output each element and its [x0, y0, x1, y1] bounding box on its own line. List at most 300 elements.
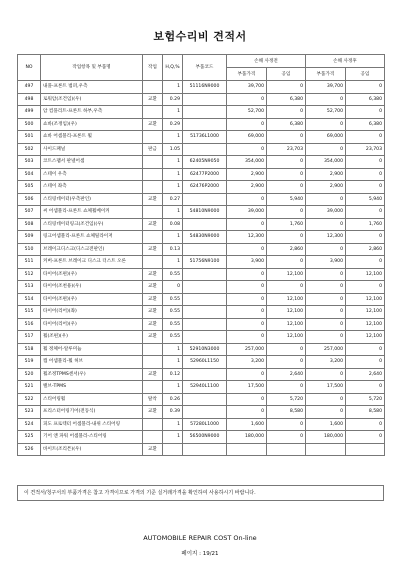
- row-item: 피도 프로텍터 어셈블리-내위 스티어링: [41, 418, 143, 431]
- row-work: [143, 156, 163, 169]
- row-no: 523: [18, 406, 41, 419]
- row-item: 사이드패널: [41, 143, 143, 156]
- row-item: 코트스팸서 판넬어셈: [41, 156, 143, 169]
- row-after-part-price: [306, 443, 346, 456]
- row-hq: 1: [163, 256, 183, 269]
- row-item: 휠조정TPMS센서(우): [41, 368, 143, 381]
- row-before-labor: 0: [267, 106, 306, 119]
- row-code: [183, 93, 227, 106]
- row-after-labor: 5,720: [346, 393, 385, 406]
- footer-brand: AUTOMOBILE REPAIR COST On-line: [143, 534, 257, 542]
- row-work: [143, 181, 163, 194]
- row-before-part-price: 17,500: [227, 381, 267, 394]
- row-no: 506: [18, 193, 41, 206]
- header-work: 작업: [143, 55, 163, 81]
- row-before-part-price: 3,900: [227, 256, 267, 269]
- table-row: [18, 393, 385, 406]
- row-before-part-price: 39,000: [227, 206, 267, 219]
- row-before-labor: 12,100: [267, 268, 306, 281]
- table-row: [18, 143, 385, 156]
- table-row: [18, 318, 385, 331]
- row-no: 510: [18, 243, 41, 256]
- row-after-part-price: 2,900: [306, 168, 346, 181]
- row-after-part-price: 0: [306, 406, 346, 419]
- row-no: 498: [18, 93, 41, 106]
- row-item: 내플-프론트 범퍼,우측: [41, 81, 143, 94]
- header-no: NO: [18, 55, 41, 81]
- table-row: [18, 243, 385, 256]
- row-before-part-price: [227, 443, 267, 456]
- row-before-labor: 2,640: [267, 368, 306, 381]
- row-after-part-price: 0: [306, 293, 346, 306]
- row-item: 스티링데이터(우측판인): [41, 193, 143, 206]
- table-row: [18, 118, 385, 131]
- row-code: 52940L1100: [183, 381, 227, 394]
- row-code: 52960L1150: [183, 356, 227, 369]
- row-hq: 0.55: [163, 318, 183, 331]
- row-item: 캡 어셈블리-휠 허브: [41, 356, 143, 369]
- row-before-part-price: 0: [227, 306, 267, 319]
- row-after-labor: 12,100: [346, 268, 385, 281]
- row-hq: 1: [163, 418, 183, 431]
- row-before-part-price: 0: [227, 218, 267, 231]
- row-work: 교환: [143, 243, 163, 256]
- row-code: [183, 268, 227, 281]
- row-after-labor: 0: [346, 381, 385, 394]
- row-no: 517: [18, 331, 41, 344]
- row-hq: 0.13: [163, 243, 183, 256]
- row-after-labor: 0: [346, 281, 385, 294]
- row-hq: 1: [163, 181, 183, 194]
- row-work: 판금: [143, 143, 163, 156]
- table-row: [18, 218, 385, 231]
- estimate-rows: [18, 81, 385, 456]
- row-after-labor: 0: [346, 206, 385, 219]
- table-row: [18, 193, 385, 206]
- row-after-labor: 0: [346, 156, 385, 169]
- row-before-labor: 0: [267, 156, 306, 169]
- row-no: 511: [18, 256, 41, 269]
- row-code: [183, 331, 227, 344]
- row-hq: 1: [163, 343, 183, 356]
- row-work: 교환: [143, 368, 163, 381]
- row-no: 522: [18, 393, 41, 406]
- row-before-part-price: 3,200: [227, 356, 267, 369]
- row-item: 타이어(조편)(우): [41, 293, 143, 306]
- table-row: [18, 293, 385, 306]
- row-before-part-price: 257,000: [227, 343, 267, 356]
- row-after-part-price: 354,000: [306, 156, 346, 169]
- row-item: 휠 정체어-알루미늄: [41, 343, 143, 356]
- row-no: 520: [18, 368, 41, 381]
- row-item: 커버-프론트 브레이크 디스크 더스트 오른: [41, 256, 143, 269]
- row-before-labor: 23,703: [267, 143, 306, 156]
- row-before-part-price: 0: [227, 93, 267, 106]
- row-no: 516: [18, 318, 41, 331]
- row-item: 쇼바(조정임)(우): [41, 118, 143, 131]
- row-before-labor: 6,380: [267, 93, 306, 106]
- row-hq: 1: [163, 156, 183, 169]
- row-before-labor: 0: [267, 168, 306, 181]
- row-work: [143, 106, 163, 119]
- row-code: 52910N3000: [183, 343, 227, 356]
- row-work: [143, 381, 163, 394]
- row-before-labor: 1,760: [267, 218, 306, 231]
- header-after: 손해 사정후: [306, 55, 385, 68]
- row-before-part-price: 0: [227, 393, 267, 406]
- row-no: 514: [18, 293, 41, 306]
- row-after-labor: 0: [346, 431, 385, 444]
- row-before-labor: 5,720: [267, 393, 306, 406]
- row-before-part-price: 52,700: [227, 106, 267, 119]
- row-code: [183, 368, 227, 381]
- table-row: [18, 156, 385, 169]
- row-before-part-price: 0: [227, 368, 267, 381]
- row-after-labor: 8,580: [346, 406, 385, 419]
- page-number: 페이지 : 19/21: [181, 551, 219, 557]
- row-work: [143, 256, 163, 269]
- row-after-labor: 0: [346, 106, 385, 119]
- row-item: 프리스터어링기어(전동식): [41, 406, 143, 419]
- row-code: 62405N9050: [183, 156, 227, 169]
- row-hq: 0.55: [163, 306, 183, 319]
- row-hq: 1: [163, 131, 183, 144]
- table-row: [18, 168, 385, 181]
- header-code: 부품코드: [183, 55, 227, 81]
- row-code: 54830N9000: [183, 231, 227, 244]
- row-before-labor: 0: [267, 418, 306, 431]
- row-item: 타이어(리어)(우): [41, 318, 143, 331]
- row-no: 519: [18, 356, 41, 369]
- row-after-labor: 0: [346, 81, 385, 94]
- row-code: [183, 281, 227, 294]
- table-row: [18, 356, 385, 369]
- row-no: 508: [18, 218, 41, 231]
- table-row: [18, 418, 385, 431]
- table-row: [18, 368, 385, 381]
- row-before-labor: 0: [267, 81, 306, 94]
- row-work: 교환: [143, 118, 163, 131]
- row-after-part-price: 0: [306, 143, 346, 156]
- row-hq: 0.29: [163, 93, 183, 106]
- header-after-labor: 공임: [346, 68, 385, 81]
- row-before-part-price: 0: [227, 118, 267, 131]
- row-after-part-price: 0: [306, 281, 346, 294]
- row-code: [183, 393, 227, 406]
- row-hq: 0.27: [163, 193, 183, 206]
- table-row: [18, 406, 385, 419]
- row-hq: 0.29: [163, 118, 183, 131]
- row-code: [183, 243, 227, 256]
- header-row-top: [18, 55, 385, 68]
- table-row: [18, 268, 385, 281]
- row-no: 524: [18, 418, 41, 431]
- row-before-labor: 0: [267, 181, 306, 194]
- row-before-labor: [267, 443, 306, 456]
- table-row: [18, 256, 385, 269]
- row-item: 스테이 좌측: [41, 181, 143, 194]
- row-item: 밸브-TPMS: [41, 381, 143, 394]
- row-before-part-price: 39,700: [227, 81, 267, 94]
- row-work: [143, 206, 163, 219]
- row-no: 525: [18, 431, 41, 444]
- row-before-labor: 0: [267, 231, 306, 244]
- row-before-part-price: 0: [227, 243, 267, 256]
- header-item: 작업항목 및 부품명: [41, 55, 143, 81]
- row-item: 스티어링휠: [41, 393, 143, 406]
- row-before-part-price: 12,300: [227, 231, 267, 244]
- row-hq: 1.05: [163, 143, 183, 156]
- row-no: 515: [18, 306, 41, 319]
- row-after-part-price: 0: [306, 306, 346, 319]
- row-after-part-price: 2,900: [306, 181, 346, 194]
- row-code: 51736L1000: [183, 131, 227, 144]
- row-no: 500: [18, 118, 41, 131]
- row-before-part-price: 2,900: [227, 168, 267, 181]
- row-no: 512: [18, 268, 41, 281]
- row-before-labor: 12,100: [267, 331, 306, 344]
- row-after-part-price: 3,900: [306, 256, 346, 269]
- row-after-part-price: 180,000: [306, 431, 346, 444]
- row-before-labor: 5,940: [267, 193, 306, 206]
- row-after-labor: 23,703: [346, 143, 385, 156]
- row-before-labor: 0: [267, 206, 306, 219]
- row-hq: 0.55: [163, 268, 183, 281]
- page-title: 보험수리비 견적서: [153, 30, 247, 43]
- row-hq: 1: [163, 431, 183, 444]
- row-code: [183, 293, 227, 306]
- row-code: [183, 306, 227, 319]
- row-after-part-price: 12,300: [306, 231, 346, 244]
- row-after-part-price: 1,600: [306, 418, 346, 431]
- row-after-labor: 2,640: [346, 368, 385, 381]
- row-work: [143, 231, 163, 244]
- row-after-labor: 6,380: [346, 93, 385, 106]
- row-work: 교환: [143, 293, 163, 306]
- row-after-part-price: 17,500: [306, 381, 346, 394]
- row-work: 교환: [143, 406, 163, 419]
- row-work: 교환: [143, 93, 163, 106]
- row-code: 57280L1000: [183, 418, 227, 431]
- table-row: [18, 306, 385, 319]
- row-after-part-price: 39,000: [306, 206, 346, 219]
- row-after-labor: 0: [346, 418, 385, 431]
- row-after-part-price: 0: [306, 118, 346, 131]
- row-before-labor: 0: [267, 381, 306, 394]
- row-item: 휠(조편)(우): [41, 331, 143, 344]
- row-work: [143, 81, 163, 94]
- row-before-labor: 12,100: [267, 318, 306, 331]
- row-before-labor: 2,860: [267, 243, 306, 256]
- row-no: 504: [18, 168, 41, 181]
- row-before-part-price: 0: [227, 331, 267, 344]
- row-hq: 1: [163, 81, 183, 94]
- row-no: 521: [18, 381, 41, 394]
- row-before-part-price: 180,000: [227, 431, 267, 444]
- row-before-labor: 0: [267, 356, 306, 369]
- row-before-part-price: 69,000: [227, 131, 267, 144]
- row-after-part-price: 0: [306, 318, 346, 331]
- row-no: 518: [18, 343, 41, 356]
- row-before-labor: 6,380: [267, 118, 306, 131]
- row-code: [183, 193, 227, 206]
- row-work: [143, 131, 163, 144]
- row-work: 교환: [143, 268, 163, 281]
- row-after-labor: 0: [346, 256, 385, 269]
- row-before-labor: 8,580: [267, 406, 306, 419]
- row-after-labor: 2,860: [346, 243, 385, 256]
- row-after-labor: 12,100: [346, 331, 385, 344]
- row-after-part-price: 3,200: [306, 356, 346, 369]
- row-hq: 0.26: [163, 393, 183, 406]
- table-row: [18, 443, 385, 456]
- disclaimer-note: 이 견적서/청구서의 부품가격은 참고 가격이므로 가격의 기준 실거래가격을 확인하여 사용하시기 바랍니다.: [17, 485, 384, 501]
- row-code: 54810N9000: [183, 206, 227, 219]
- row-item: 암 컴플리트-프론트 하부,우측: [41, 106, 143, 119]
- row-after-part-price: 257,000: [306, 343, 346, 356]
- table-row: [18, 181, 385, 194]
- row-code: [183, 406, 227, 419]
- row-hq: [163, 443, 183, 456]
- row-item: 타이어(조천용)(우): [41, 281, 143, 294]
- row-no: 507: [18, 206, 41, 219]
- row-no: 501: [18, 131, 41, 144]
- row-hq: 0.12: [163, 368, 183, 381]
- row-before-labor: 12,100: [267, 306, 306, 319]
- row-item: 로워암(조건임)(우): [41, 93, 143, 106]
- row-before-labor: 0: [267, 281, 306, 294]
- row-after-labor: 0: [346, 356, 385, 369]
- row-after-labor: [346, 443, 385, 456]
- row-before-part-price: 1,600: [227, 418, 267, 431]
- row-after-labor: 0: [346, 181, 385, 194]
- row-before-part-price: 0: [227, 268, 267, 281]
- row-before-part-price: 0: [227, 318, 267, 331]
- row-before-labor: 0: [267, 256, 306, 269]
- header-before-labor: 공임: [267, 68, 306, 81]
- row-work: 교환: [143, 193, 163, 206]
- header-hq: H,Q,%: [163, 55, 183, 81]
- row-code: [183, 443, 227, 456]
- row-work: 교환: [143, 318, 163, 331]
- row-hq: 0.08: [163, 218, 183, 231]
- table-row: [18, 281, 385, 294]
- row-item: 링크어셈블리-프론트 쇼체틸라이저: [41, 231, 143, 244]
- row-before-labor: 0: [267, 131, 306, 144]
- row-after-labor: 12,100: [346, 306, 385, 319]
- row-before-labor: 12,100: [267, 293, 306, 306]
- row-after-labor: 0: [346, 131, 385, 144]
- row-after-part-price: 69,000: [306, 131, 346, 144]
- row-item: 타이어(리어)(좌): [41, 306, 143, 319]
- row-code: 62476P2000: [183, 181, 227, 194]
- row-before-part-price: 0: [227, 293, 267, 306]
- row-no: 499: [18, 106, 41, 119]
- row-before-part-price: 0: [227, 281, 267, 294]
- row-after-part-price: 0: [306, 368, 346, 381]
- table-row: [18, 331, 385, 344]
- row-code: [183, 218, 227, 231]
- row-hq: 1: [163, 381, 183, 394]
- row-no: 505: [18, 181, 41, 194]
- row-hq: 0.55: [163, 293, 183, 306]
- header-before: 손해 사정전: [227, 55, 306, 68]
- row-work: 교환: [143, 281, 163, 294]
- table-row: [18, 131, 385, 144]
- row-after-labor: 12,100: [346, 293, 385, 306]
- row-code: 62477P2000: [183, 168, 227, 181]
- row-item: 쇼바 어셈블리-프론트 휠: [41, 131, 143, 144]
- row-after-part-price: 0: [306, 193, 346, 206]
- row-no: 503: [18, 156, 41, 169]
- table-row: [18, 231, 385, 244]
- table-row: [18, 93, 385, 106]
- row-after-part-price: 0: [306, 268, 346, 281]
- row-work: [143, 356, 163, 369]
- row-code: [183, 143, 227, 156]
- row-after-part-price: 0: [306, 93, 346, 106]
- row-hq: 1: [163, 356, 183, 369]
- row-item: 기어 앤 파워 어셈블리-스티어링: [41, 431, 143, 444]
- row-after-labor: 0: [346, 168, 385, 181]
- row-work: 교환: [143, 331, 163, 344]
- row-code: [183, 106, 227, 119]
- row-after-part-price: 39,700: [306, 81, 346, 94]
- row-before-part-price: 0: [227, 406, 267, 419]
- row-code: [183, 118, 227, 131]
- row-after-part-price: 52,700: [306, 106, 346, 119]
- row-no: 502: [18, 143, 41, 156]
- row-work: 탈착: [143, 393, 163, 406]
- table-row: [18, 81, 385, 94]
- row-work: [143, 431, 163, 444]
- row-before-part-price: 0: [227, 193, 267, 206]
- row-no: 526: [18, 443, 41, 456]
- row-before-part-price: 0: [227, 143, 267, 156]
- estimate-table: [17, 54, 385, 456]
- row-code: [183, 318, 227, 331]
- row-hq: 0.39: [163, 406, 183, 419]
- row-work: [143, 168, 163, 181]
- row-after-labor: 5,940: [346, 193, 385, 206]
- row-after-part-price: 0: [306, 393, 346, 406]
- row-item: 스테이 우측: [41, 168, 143, 181]
- row-item: 씨 어셈블리-프론트 쇼체휠베이커: [41, 206, 143, 219]
- header-before-part-price: 부품가격: [227, 68, 267, 81]
- row-after-labor: 6,380: [346, 118, 385, 131]
- row-item: 바이트(조리튼)(우): [41, 443, 143, 456]
- table-row: [18, 106, 385, 119]
- row-after-labor: 1,760: [346, 218, 385, 231]
- table-row: [18, 206, 385, 219]
- row-no: 513: [18, 281, 41, 294]
- row-hq: 0.55: [163, 331, 183, 344]
- row-code: 51116N9000: [183, 81, 227, 94]
- row-code: 56500N9000: [183, 431, 227, 444]
- row-item: 브레이크디스크(디스크전판인): [41, 243, 143, 256]
- row-work: [143, 418, 163, 431]
- row-after-labor: 0: [346, 343, 385, 356]
- row-item: 스티링데이터링크(조건임)(우): [41, 218, 143, 231]
- row-before-labor: 0: [267, 343, 306, 356]
- row-before-part-price: 2,900: [227, 181, 267, 194]
- row-after-labor: 0: [346, 231, 385, 244]
- header-after-part-price: 부품가격: [306, 68, 346, 81]
- row-code: 51756N9100: [183, 256, 227, 269]
- row-no: 497: [18, 81, 41, 94]
- table-row: [18, 431, 385, 444]
- row-hq: 1: [163, 168, 183, 181]
